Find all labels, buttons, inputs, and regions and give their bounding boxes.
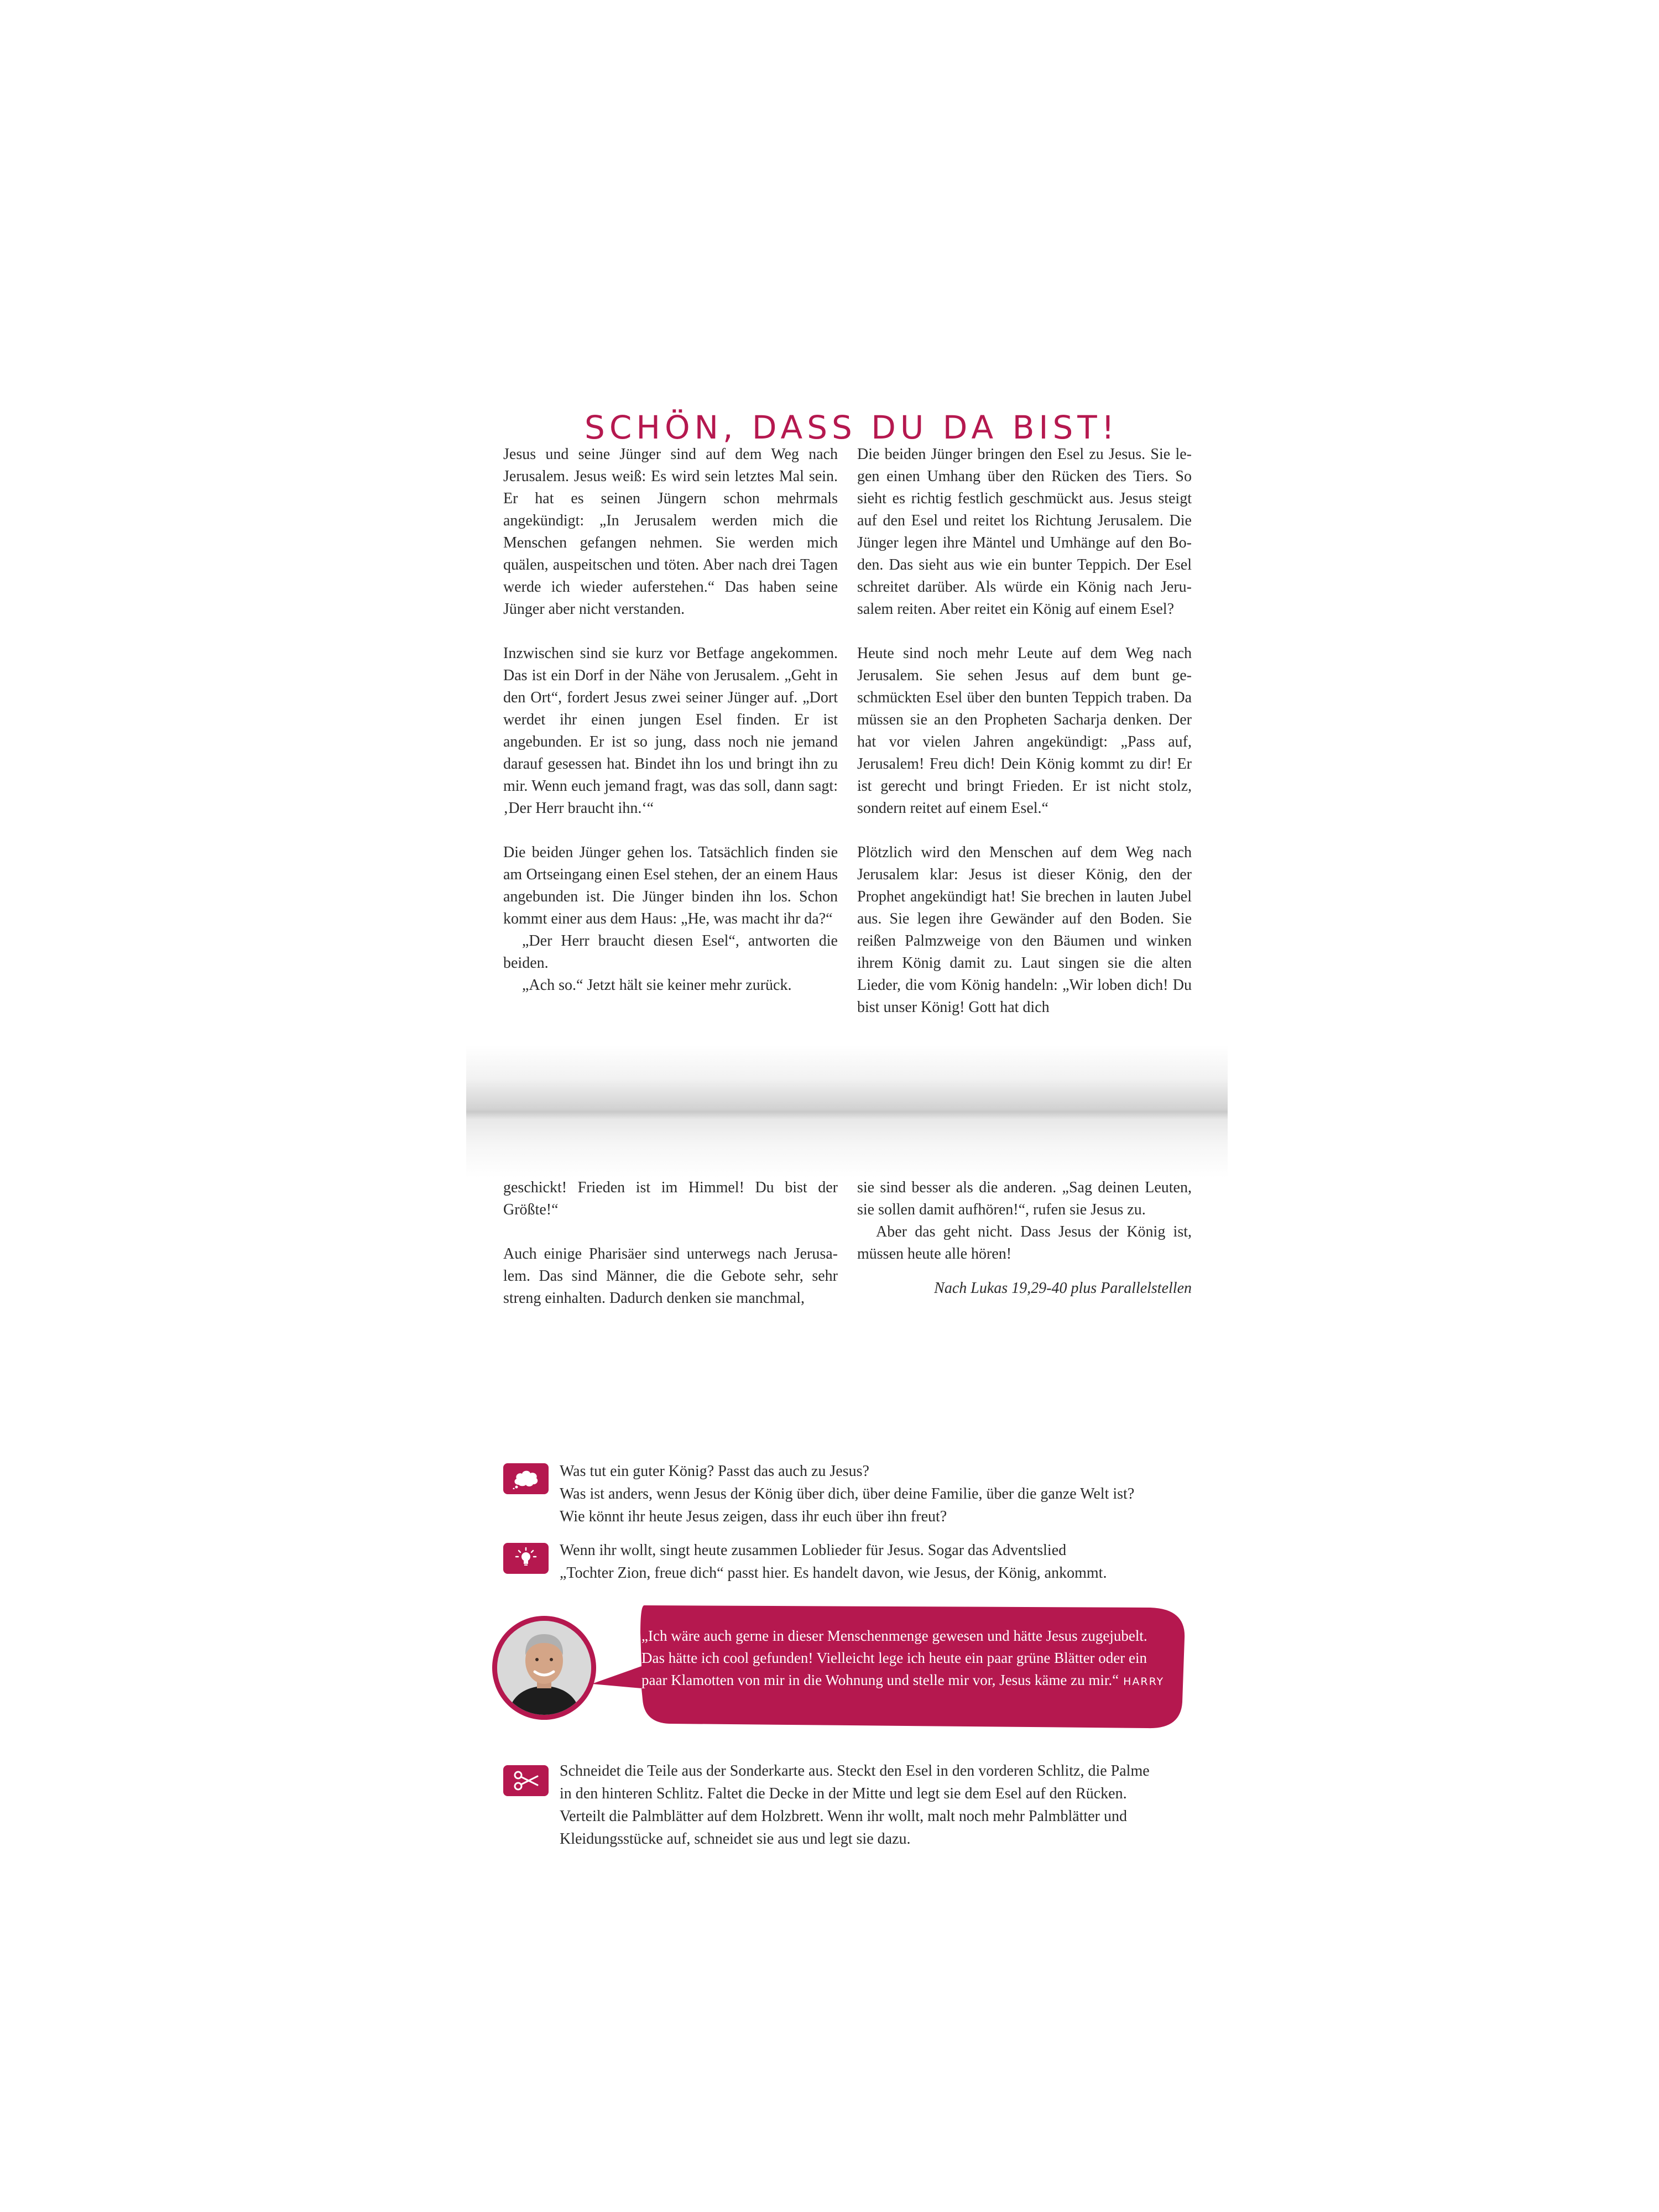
story-paragraph: Auch einige Pharisäer sind unterwegs nach Jerusalem. Das sind Männer, die die Gebote sehr, sehr streng einhalten. Dadurch denken sie manchmal, <box>503 1245 838 1307</box>
bible-source-reference: Nach Lukas 19,29-40 plus Parallelstellen <box>934 1280 1192 1297</box>
craft-line: Kleidungsstücke auf, schneidet sie aus und legt sie dazu. <box>560 1830 911 1848</box>
avatar <box>492 1616 596 1720</box>
story-column-1 <box>503 444 838 997</box>
question-line: Was ist anders, wenn Jesus der König über dich, über deine Familie, über die ganze Welt ist? <box>560 1485 1135 1503</box>
idea-text <box>560 1539 1218 1584</box>
story-paragraph: Aber das geht nicht. Dass Jesus der König ist, müssen heute alle hören! <box>857 1223 1192 1262</box>
story-paragraph: Inzwischen sind sie kurz vor Betfage angekommen. Das ist ein Dorf in der Nähe von Jerusalem. „Geht in den Ort“, fordert Jesus zwei seiner Jünger auf. „Dort werdet ihr einen jungen Esel finden. Er ist angebunden. Er ist so jung, dass noch nie jemand darauf gesessen hat. Bindet ihn los und bringt ihn zu mir. Wenn euch jemand fragt, was das soll, dann sagt: ‚Der Herr braucht ihn.‘“ <box>503 645 838 817</box>
thought-bubble-icon <box>503 1463 549 1494</box>
craft-line: Schneidet die Teile aus der Sonderkarte aus. Steckt den Esel in den vorderen Schlitz, die Palme <box>560 1762 1150 1780</box>
idea-line: Wenn ihr wollt, singt heute zusammen Loblieder für Jesus. Sogar das Adventslied <box>560 1542 1067 1559</box>
story-paragraph: geschickt! Frieden ist im Himmel! Du bist der Größte!“ <box>503 1179 838 1218</box>
page-fold-divider <box>466 1045 1228 1178</box>
question-line: Wie könnt ihr heute Jesus zeigen, dass ihr euch über ihn freut? <box>560 1508 947 1525</box>
story-paragraph: Heute sind noch mehr Leute auf dem Weg nach Jerusalem. Sie sehen Jesus auf dem bunt geschmückten Esel über den bunten Teppich traben. Da müssen sie an den Propheten Sacharja denken. Der hat vor vielen Jahren angekündigt: „Pass auf, Jerusalem! Freu dich! Dein König kommt zu dir! Er ist gerecht und bringt Frieden. Er ist nicht stolz, sondern reitet auf einem Esel.“ <box>857 645 1192 817</box>
idea-line: „Tochter Zion, freue dich“ passt hier. Es handelt davon, wie Jesus, der König, ankommt. <box>560 1564 1107 1582</box>
story-column-4 <box>857 1177 1192 1300</box>
story-column-3 <box>503 1177 838 1310</box>
story-paragraph: Plötzlich wird den Menschen auf dem Weg nach Jerusalem klar: Jesus ist dieser König, den der Prophet angekündigt hat! Sie brechen in lauten Jubel aus. Sie legen ihre Gewänder auf den Boden. Sie reißen Palmzweige von den Bäumen und winken ihrem König damit zu. Laut singen sie die alten Lieder, die vom König handeln: „Wir loben dich! Du bist unser König! Gott hat dich <box>857 844 1192 1016</box>
craft-text <box>560 1760 1218 1850</box>
quote-author: HARRY <box>1123 1676 1165 1688</box>
page-title: SCHÖN, DASS DU DA BIST! <box>585 408 1119 446</box>
story-paragraph: Die beiden Jünger bringen den Esel zu Jesus. Sie legen einen Umhang über den Rücken des Tiers. So sieht es richtig festlich geschmückt aus. Jesus steigt auf den Esel und reitet los Richtung Jerusalem. Die Jünger legen ihre Mäntel und Umhänge auf den Boden. Das sieht aus wie ein bunter Teppich. Der Esel schreitet darüber. Als würde ein König nach Jerusalem reiten. Aber reitet ein König auf einem Esel? <box>857 446 1192 618</box>
harry-photo <box>497 1621 591 1715</box>
questions-text <box>560 1460 1218 1528</box>
quote-text: „Ich wäre auch gerne in dieser Menschenmenge gewesen und hätte Jesus zugejubelt. Das hätte ich cool gefunden! Vielleicht lege ich heute ein paar grüne Blätter oder ein paar Klamotten von mir in die Wohnung und stelle mir vor, Jesus käme zu mir.“ <box>641 1627 1147 1688</box>
craft-line: in den hinteren Schlitz. Faltet die Decke in der Mitte und legt sie dem Esel auf den Rücken. <box>560 1785 1127 1802</box>
scissors-icon <box>503 1765 549 1796</box>
harry-quote <box>641 1625 1172 1693</box>
story-paragraph: Jesus und seine Jünger sind auf dem Weg nach Jerusalem. Jesus weiß: Es wird sein letztes Mal sein. Er hat es seinen Jüngern schon mehrmals angekündigt: „In Jerusalem werden mich die Menschen gefangen nehmen. Sie werden mich quälen, auspeitschen und töten. Aber nach drei Tagen werde ich wieder auferstehen.“ Das haben seine Jünger aber nicht verstanden. <box>503 446 838 618</box>
story-paragraph: Die beiden Jünger gehen los. Tatsächlich finden sie am Ortseingang einen Esel stehen, der an einem Haus angebunden ist. Die Jünger binden ihn los. Schon kommt einer aus dem Haus: „He, was macht ihr da?“ <box>503 844 838 927</box>
story-paragraph: „Der Herr braucht diesen Esel“, antworten die beiden. <box>503 932 838 972</box>
lightbulb-icon <box>503 1543 549 1574</box>
story-column-2 <box>857 444 1192 1019</box>
question-line: Was tut ein guter König? Passt das auch zu Jesus? <box>560 1463 869 1480</box>
story-paragraph: „Ach so.“ Jetzt hält sie keiner mehr zurück. <box>522 977 792 994</box>
story-paragraph: sie sind besser als die anderen. „Sag deinen Leuten, sie sollen damit aufhören!“, rufen sie Jesus zu. <box>857 1179 1192 1218</box>
craft-line: Verteilt die Palmblätter auf dem Holzbrett. Wenn ihr wollt, malt noch mehr Palmblätter und <box>560 1808 1127 1825</box>
